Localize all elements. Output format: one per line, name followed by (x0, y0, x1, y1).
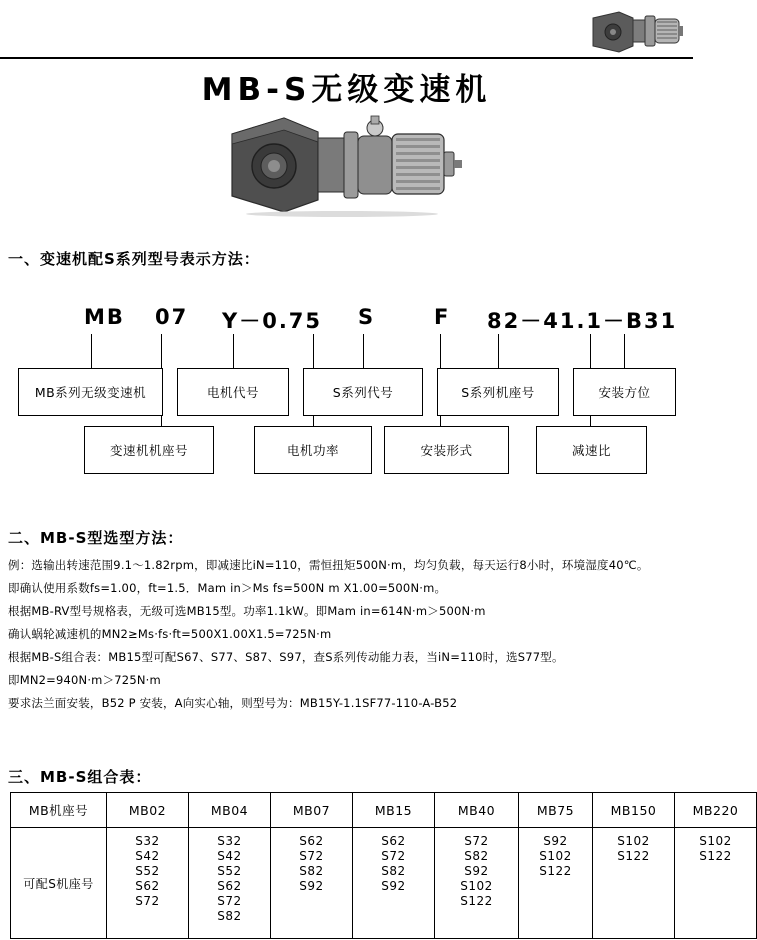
legend-box-s-frame: S系列机座号 (437, 368, 559, 416)
section-heading-3: 三、MB-S组合表： (8, 768, 152, 786)
note-line-3: 根据MB-RV型号规格表，无级可选MB15型。功率1.1kW。即Mam in=614N·m＞500N·m (8, 604, 486, 618)
table-cell-mb15 (353, 828, 435, 939)
table-header-cell-5: MB40 (435, 793, 519, 828)
page-title: MB-S无级变速机 (201, 72, 492, 108)
cell-value: S72 (299, 849, 324, 863)
cell-value: S72 (135, 894, 160, 908)
leader-line-3 (363, 334, 364, 368)
header-divider (0, 57, 693, 59)
leader-line-4 (498, 334, 499, 368)
cell-value: S32 (217, 834, 242, 848)
cell-value: S102 (460, 879, 493, 893)
model-code-token-series: S (358, 305, 376, 329)
cell-value: S102 (539, 849, 572, 863)
cell-value: S82 (464, 849, 489, 863)
leader-line-5 (624, 334, 625, 368)
table-cell-mb40 (435, 828, 519, 939)
table-header-cell-2: MB04 (189, 793, 271, 828)
cell-value: S62 (135, 879, 160, 893)
table-cell-mb02 (107, 828, 189, 939)
cell-value: S122 (699, 849, 732, 863)
cell-value: S92 (299, 879, 324, 893)
model-code-token-frame: 07 (155, 305, 189, 329)
cell-value: S52 (217, 864, 242, 878)
note-line-5: 根据MB-S组合表：MB15型可配S67、S77、S87、S97，查S系列传动能力表，当iN=110时，选S77型。 (8, 650, 564, 664)
cell-value: S52 (135, 864, 160, 878)
table-cell-mb07 (271, 828, 353, 939)
cell-value: S62 (217, 879, 242, 893)
note-line-1: 例：选输出转速范围9.1～1.82rpm，即减速比iN=110，需恒扭矩500N·m，均匀负载，每天运行8小时，环境湿度40℃。 (8, 558, 649, 572)
table-header-cell-7: MB150 (593, 793, 675, 828)
cell-value: S82 (381, 864, 406, 878)
cell-value: S42 (217, 849, 242, 863)
cell-value: S62 (381, 834, 406, 848)
cell-value: S82 (299, 864, 324, 878)
cell-value: S72 (464, 834, 489, 848)
cell-value: S62 (299, 834, 324, 848)
note-line-2: 即确认使用系数fs=1.00，ft=1.5．Mam in＞Ms fs=500N m X1.00=500N·m。 (8, 581, 447, 595)
legend-box-mount-dir: 安装方位 (573, 368, 676, 416)
table-cell-mb75 (519, 828, 593, 939)
table-header-cell-6: MB75 (519, 793, 593, 828)
cell-value: S102 (699, 834, 732, 848)
model-code-token-motor: Y－0.75 (222, 309, 323, 333)
cell-value: S72 (217, 894, 242, 908)
legend-box-ratio: 减速比 (536, 426, 647, 474)
legend-box-motor-code: 电机代号 (177, 368, 289, 416)
table-header-cell-1: MB02 (107, 793, 189, 828)
corner-product-image (589, 6, 685, 54)
table-cell-mb150 (593, 828, 675, 939)
table-header-cell-3: MB07 (271, 793, 353, 828)
hero-product-image (222, 108, 472, 218)
model-code-token-ratio: 82－41.1－B31 (487, 309, 678, 333)
table-header-cell-0: MB机座号 (11, 793, 107, 828)
table-header-cell-4: MB15 (353, 793, 435, 828)
cell-value: S92 (464, 864, 489, 878)
table-row-label: 可配S机座号 (11, 828, 107, 939)
section-heading-2: 二、MB-S型选型方法： (8, 529, 184, 547)
legend-box-mount-type: 安装形式 (384, 426, 509, 474)
cell-value: S82 (217, 909, 242, 923)
table-row (11, 828, 757, 939)
model-code-token-mb: MB (84, 305, 125, 329)
note-line-7: 要求法兰面安装，B52 P 安装，A向实心轴，则型号为：MB15Y-1.1SF77-110-A-B52 (8, 696, 458, 710)
leader-line-1 (91, 334, 92, 368)
legend-box-gear-frame: 变速机机座号 (84, 426, 214, 474)
cell-value: S42 (135, 849, 160, 863)
table-header-row (11, 793, 757, 828)
legend-box-motor-power: 电机功率 (254, 426, 372, 474)
cell-value: S92 (381, 879, 406, 893)
cell-value: S122 (460, 894, 493, 908)
selection-notes (8, 558, 686, 719)
table-cell-mb04 (189, 828, 271, 939)
cell-value: S32 (135, 834, 160, 848)
combination-table (10, 792, 757, 939)
cell-value: S122 (617, 849, 650, 863)
cell-value: S92 (543, 834, 568, 848)
legend-box-mb-series: MB系列无级变速机 (18, 368, 163, 416)
leader-line-2 (233, 334, 234, 368)
table-cell-mb220 (675, 828, 757, 939)
note-line-4: 确认蜗轮减速机的MN2≥Ms·fs·ft=500X1.00X1.5=725N·m (8, 627, 332, 641)
legend-box-s-series: S系列代号 (303, 368, 423, 416)
model-code-row (0, 305, 693, 335)
cell-value: S72 (381, 849, 406, 863)
cell-value: S102 (617, 834, 650, 848)
table-header-cell-8: MB220 (675, 793, 757, 828)
note-line-6: 即MN2=940N·m＞725N·m (8, 673, 161, 687)
model-code-token-mount: F (434, 305, 451, 329)
section-heading-1: 一、变速机配S系列型号表示方法： (8, 250, 260, 268)
cell-value: S122 (539, 864, 572, 878)
